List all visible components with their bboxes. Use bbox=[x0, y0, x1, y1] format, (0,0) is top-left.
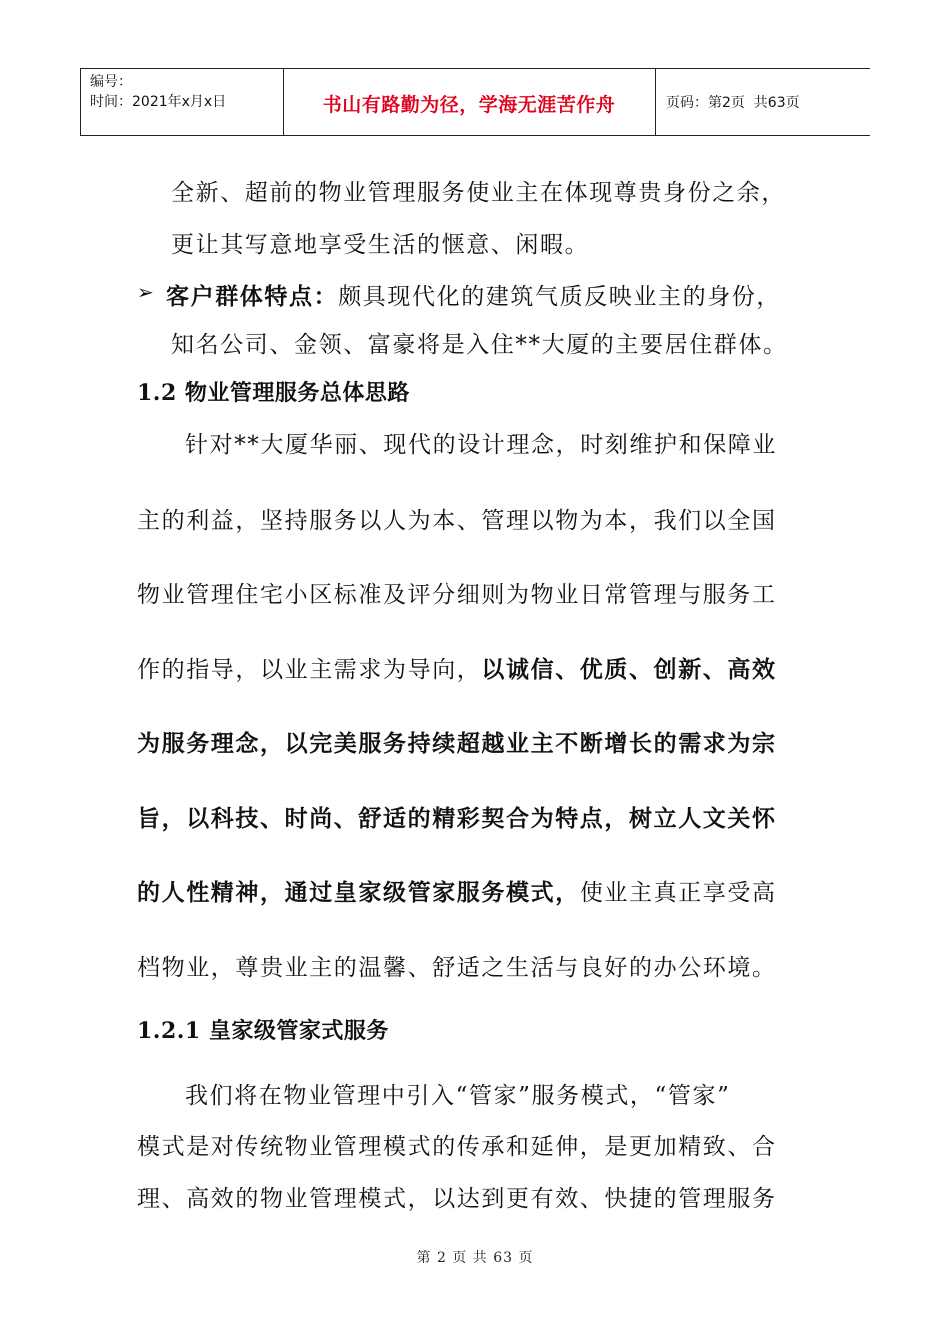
paragraph-line: 为服务理念，以完美服务持续超越业主不断增长的需求为宗 bbox=[137, 730, 777, 757]
paragraph-line: 针对**大厦华丽、现代的设计理念，时刻维护和保障业 bbox=[185, 432, 777, 458]
text-bold: 的人性精神，通过皇家级管家服务模式， bbox=[137, 879, 580, 906]
paragraph-line: 档物业，尊贵业主的温馨、舒适之生活与良好的办公环境。 bbox=[137, 955, 777, 981]
bullet-title: 客户群体特点： bbox=[166, 283, 339, 310]
paragraph-line: 知名公司、金领、富豪将是入住**大厦的主要居住群体。 bbox=[171, 332, 788, 358]
text-bold: 以诚信、优质、创新、高效 bbox=[481, 656, 777, 683]
page-footer bbox=[0, 1247, 950, 1267]
header-page-label: 页码：第2页 共63页 bbox=[666, 95, 800, 111]
header-divider bbox=[655, 68, 656, 136]
paragraph-line: 物业管理住宅小区标准及评分细则为物业日常管理与服务工 bbox=[137, 582, 777, 608]
header-number-label: 编号： bbox=[90, 74, 132, 90]
paragraph-line: 全新、超前的物业管理服务使业主在体现尊贵身份之余， bbox=[171, 180, 786, 206]
header-top-rule bbox=[80, 68, 870, 69]
paragraph-line: 更让其写意地享受生活的惬意、闲暇。 bbox=[171, 232, 590, 258]
header-divider bbox=[80, 68, 81, 136]
paragraph-line: 模式是对传统物业管理模式的传承和延伸，是更加精致、合 bbox=[137, 1134, 777, 1160]
header-meta bbox=[90, 72, 226, 112]
bullet-arrow-icon: ➢ bbox=[137, 280, 154, 304]
paragraph-line: 理、高效的物业管理模式，以达到更有效、快捷的管理服务 bbox=[137, 1186, 777, 1212]
header-time-label: 时间：2021年x月x日 bbox=[90, 94, 227, 110]
header-motto: 书山有路勤为径，学海无涯苦作舟 bbox=[322, 94, 616, 116]
text-normal: 使业主真正享受高 bbox=[579, 880, 777, 906]
paragraph-line: 我们将在物业管理中引入“管家”服务模式，“管家” bbox=[185, 1083, 731, 1109]
bullet-item bbox=[166, 278, 950, 311]
paragraph-line bbox=[137, 651, 950, 684]
section-heading: 1.2.1 皇家级管家式服务 bbox=[137, 1018, 389, 1044]
paragraph-line: 旨，以科技、时尚、舒适的精彩契合为特点，树立人文关怀 bbox=[137, 805, 777, 832]
footer-page-number: 第 2 页 共 63 页 bbox=[416, 1250, 534, 1266]
section-heading: 1.2 物业管理服务总体思路 bbox=[137, 380, 410, 406]
paragraph-line: 主的利益，坚持服务以人为本、管理以物为本，我们以全国 bbox=[137, 508, 777, 534]
page-header bbox=[80, 68, 870, 136]
bullet-text: 颇具现代化的建筑气质反映业主的身份， bbox=[338, 284, 782, 310]
paragraph-line bbox=[137, 874, 950, 907]
text-normal: 作的指导，以业主需求为导向， bbox=[137, 657, 482, 683]
header-bottom-rule bbox=[80, 135, 870, 136]
